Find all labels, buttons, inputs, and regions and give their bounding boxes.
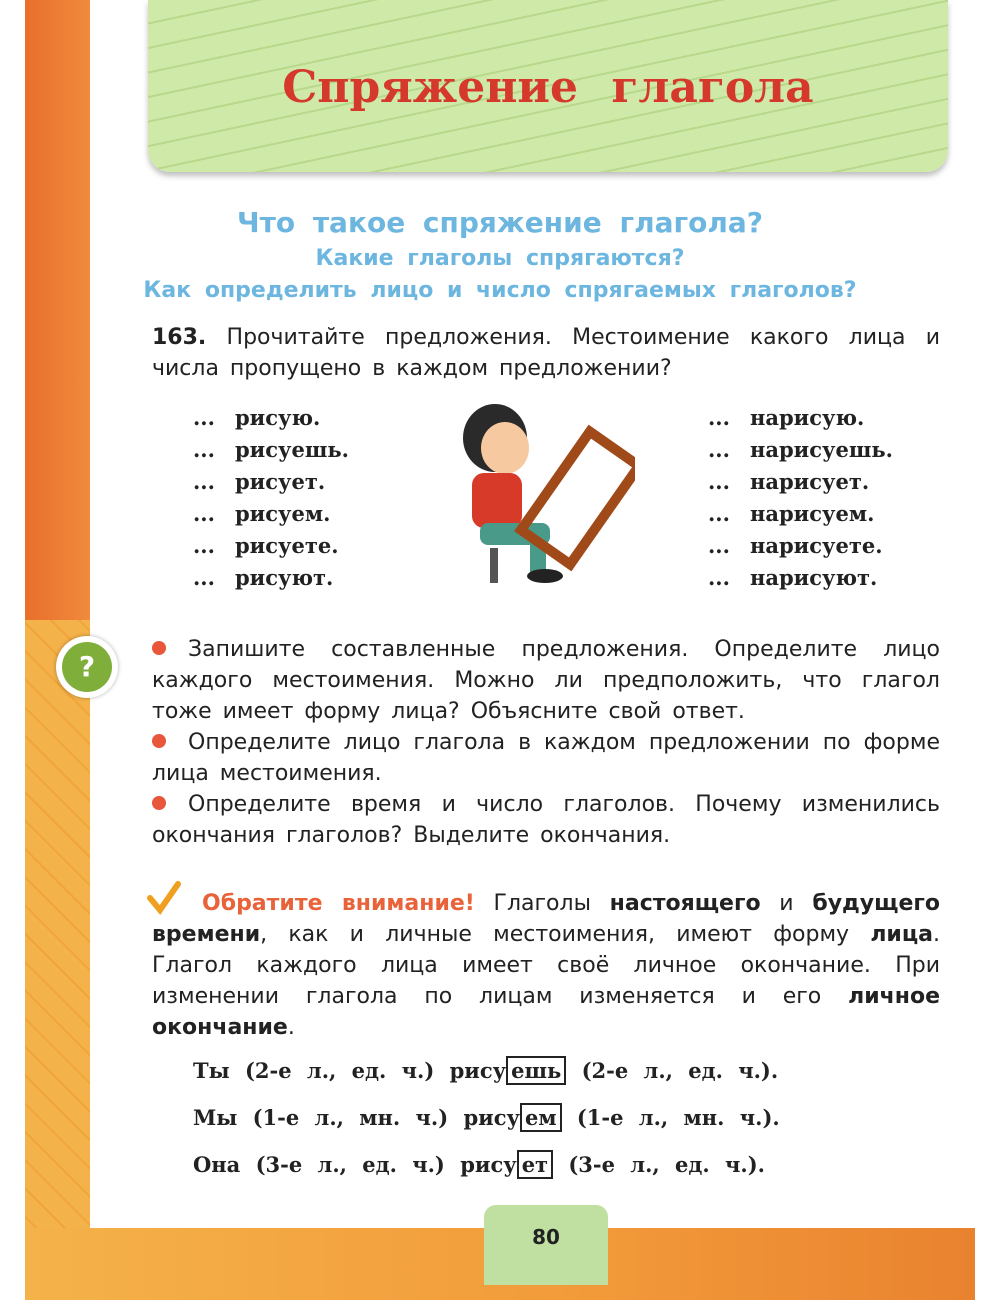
page-number — [484, 1205, 608, 1285]
conjugation-line — [193, 1105, 780, 1130]
verb-line — [193, 562, 349, 594]
verb: рисуешь. — [235, 437, 349, 462]
ellipsis: ... — [193, 405, 215, 430]
bullet-icon — [152, 734, 166, 748]
verb-stem: рису — [460, 1152, 517, 1177]
ellipsis: ... — [708, 565, 730, 590]
person-info: (3-е л., ед. ч.) — [255, 1152, 445, 1177]
tasks — [152, 634, 940, 851]
verb-line — [708, 434, 893, 466]
page-number-text: 80 — [532, 1225, 560, 1249]
verb-stem: рису — [449, 1058, 507, 1083]
ellipsis: ... — [193, 469, 215, 494]
ellipsis: ... — [193, 501, 215, 526]
pronoun: Она — [193, 1152, 241, 1177]
note-text: Глаголы — [474, 891, 610, 916]
conjugation-line — [193, 1058, 778, 1083]
person-info: (1-е л., мн. ч.) — [252, 1105, 449, 1130]
note-bold: настоящего — [609, 891, 761, 916]
person-info: (3-е л., ед. ч.). — [568, 1152, 765, 1177]
verb-line — [708, 530, 893, 562]
bullet-icon — [152, 796, 166, 810]
verb-line — [708, 562, 893, 594]
verb: нарисуешь. — [750, 437, 893, 462]
verb: рисую. — [235, 405, 321, 430]
conjugation-line — [193, 1152, 765, 1177]
question-1: Что такое спряжение глагола? — [236, 206, 763, 239]
question-2: Какие глаголы спрягаются? — [315, 246, 685, 271]
verb: рисуем. — [235, 501, 331, 526]
verb: нарисую. — [750, 405, 865, 430]
exercise-163 — [152, 322, 940, 384]
exercise-text: Прочитайте предложения. Местоимение какого лица и числа пропущено в каждом предложении? — [152, 325, 940, 381]
verb: рисуют. — [235, 565, 334, 590]
verb-ending: ет — [517, 1150, 553, 1179]
verbs-left — [193, 402, 349, 594]
ellipsis: ... — [193, 533, 215, 558]
page-title: Спряжение глагола — [282, 62, 814, 113]
note-bold: личное окончание — [152, 984, 940, 1040]
pronoun: Мы — [193, 1105, 238, 1130]
note — [152, 888, 940, 1043]
left-decoration — [25, 620, 90, 1300]
ellipsis: ... — [708, 437, 730, 462]
exercise-number: 163. — [152, 325, 207, 350]
verb-line — [193, 434, 349, 466]
note-text: . — [287, 1015, 295, 1040]
verb-line — [193, 402, 349, 434]
bullet-icon — [152, 641, 166, 655]
note-text: и — [760, 891, 813, 916]
verb: рисует. — [235, 469, 326, 494]
task-item — [152, 789, 940, 851]
ellipsis: ... — [708, 533, 730, 558]
ellipsis: ... — [708, 501, 730, 526]
ellipsis: ... — [708, 405, 730, 430]
verb-line — [708, 402, 893, 434]
note-bold: будущего времени — [152, 891, 940, 947]
person-info: (2-е л., ед. ч.). — [581, 1058, 779, 1083]
verb: нарисует. — [750, 469, 870, 494]
note-text: , как и личные местоимения, имеют форму — [260, 922, 871, 947]
note-bold: лица — [870, 922, 933, 947]
verb: нарисуют. — [750, 565, 878, 590]
question-3: Как определить лицо и число спрягаемых глаголов? — [143, 278, 857, 303]
page — [90, 0, 975, 1228]
verb: рисуете. — [235, 533, 339, 558]
verbs-right — [708, 402, 893, 594]
verb-line — [193, 498, 349, 530]
verb-ending: ем — [520, 1103, 562, 1132]
person-info: (1-е л., мн. ч.). — [576, 1105, 780, 1130]
task-text: Определите время и число глаголов. Почему изменились окончания глаголов? Выделите окончания. — [152, 792, 940, 848]
question-badge-icon: ? — [56, 636, 118, 698]
note-label: Обратите внимание! — [202, 891, 475, 916]
ellipsis: ... — [193, 437, 215, 462]
pronoun: Ты — [193, 1058, 230, 1083]
ellipsis: ... — [708, 469, 730, 494]
verb-stem: рису — [463, 1105, 520, 1130]
task-text: Запишите составленные предложения. Определите лицо каждого местоимения. Можно ли предположить, что глагол тоже имеет форму лица? Объясните свой ответ. — [152, 637, 940, 724]
verb-ending: ешь — [506, 1056, 566, 1085]
task-item — [152, 634, 940, 727]
verb-line — [193, 530, 349, 562]
ellipsis: ... — [193, 565, 215, 590]
task-item — [152, 727, 940, 789]
note-text: . Глагол каждого лица имеет своё личное окончание. При изменении глагола по лицам изменяется и его — [152, 922, 940, 1009]
verb-line — [193, 466, 349, 498]
task-text: Определите лицо глагола в каждом предложении по форме лица местоимения. — [152, 730, 940, 786]
verb-line — [708, 498, 893, 530]
person-info: (2-е л., ед. ч.) — [245, 1058, 435, 1083]
verb: нарисуете. — [750, 533, 883, 558]
verb: нарисуем. — [750, 501, 875, 526]
verb-line — [708, 466, 893, 498]
boy-drawing-illustration — [450, 398, 635, 588]
